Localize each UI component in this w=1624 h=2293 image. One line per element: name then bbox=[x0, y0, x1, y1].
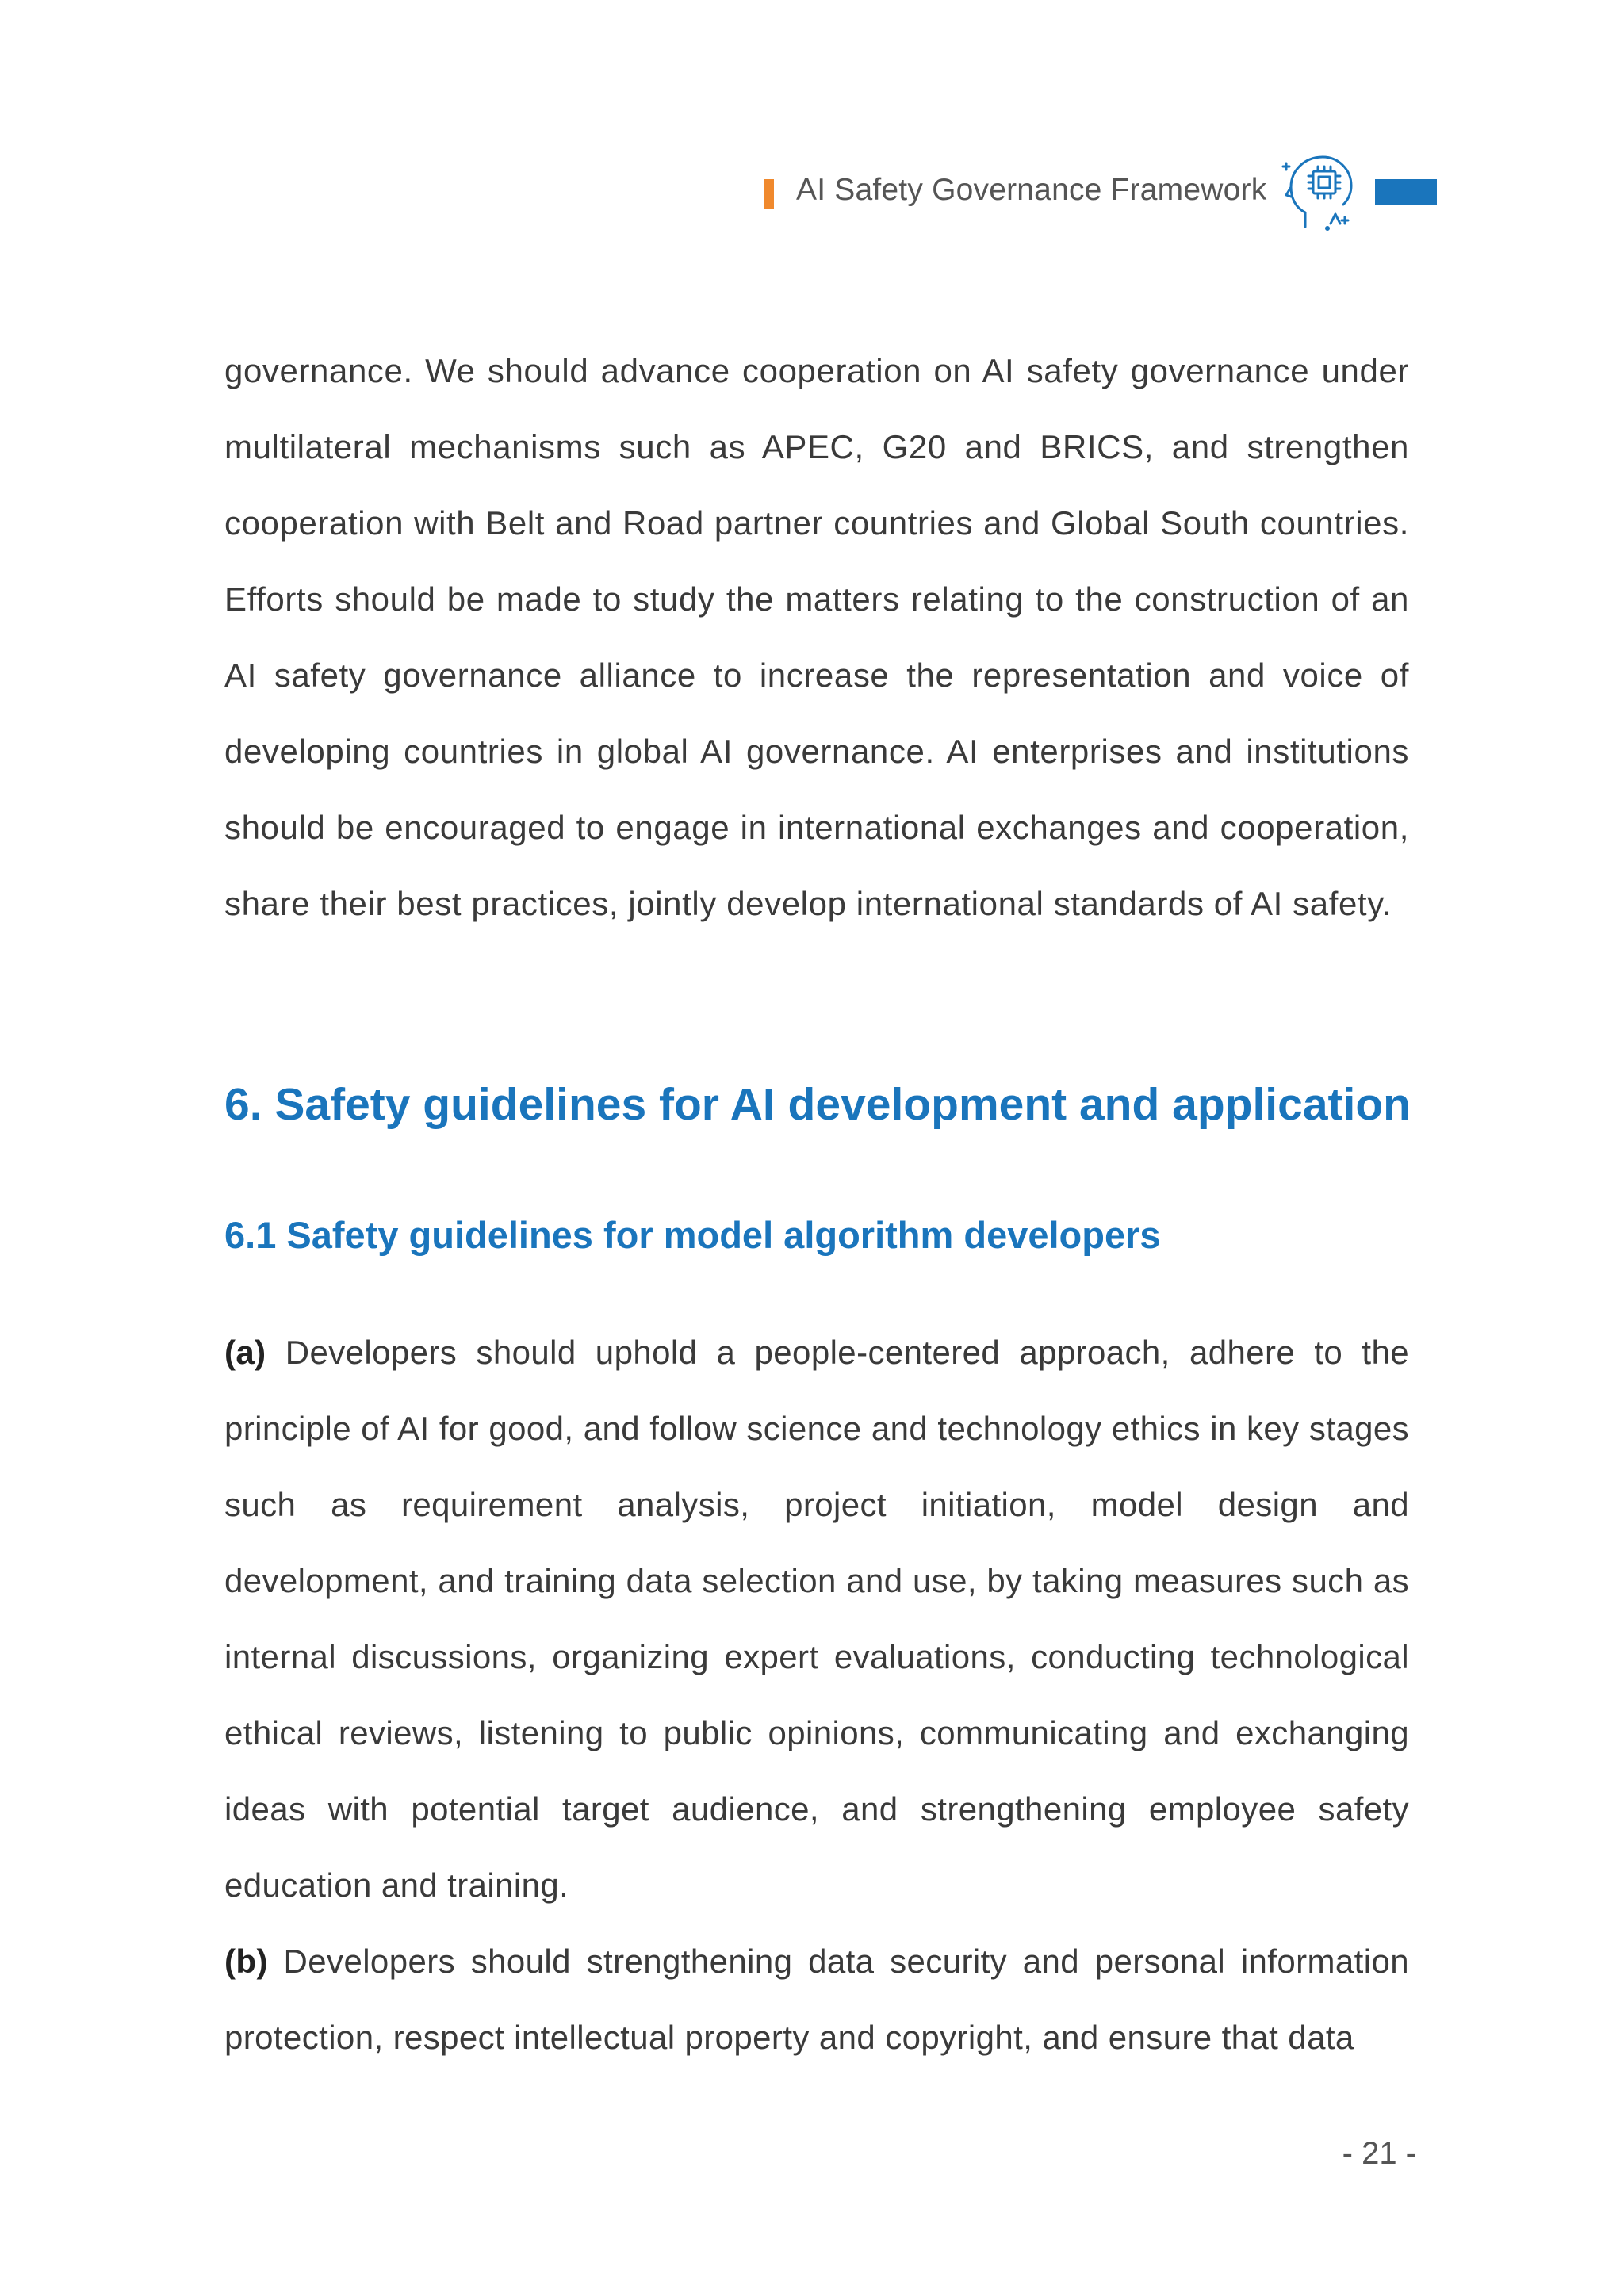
intro-paragraph: governance. We should advance cooperation on AI safety governance under multilateral mechanisms such as APEC, G20 and BRICS, and strengthen cooperation with Belt and Road partner countries and Global South countries. Efforts should be made to study the matters relating to the construction of an AI safety governance alliance to increase the representation and voice of developing countries in global AI governance. AI enterprises and institutions should be encouraged to engage in international exchanges and cooperation, share their best practices, jointly develop international standards of AI safety. bbox=[224, 352, 1409, 922]
item-marker: (b) bbox=[224, 1943, 268, 1980]
intro-section bbox=[224, 333, 1409, 942]
guidelines-list bbox=[224, 1315, 1409, 2076]
section-heading: 6. Safety guidelines for AI development and application bbox=[224, 1079, 1411, 1130]
ai-head-chip-icon bbox=[1281, 151, 1358, 238]
header-title: AI Safety Governance Framework bbox=[796, 173, 1267, 207]
list-item bbox=[224, 1924, 1409, 2076]
header-accent-bar bbox=[764, 179, 774, 209]
subsection-heading: 6.1 Safety guidelines for model algorithm developers bbox=[224, 1214, 1161, 1256]
item-marker: (a) bbox=[224, 1334, 266, 1371]
page-number: - 21 - bbox=[1342, 2136, 1416, 2171]
header-blue-block bbox=[1375, 179, 1437, 205]
running-header bbox=[764, 151, 1446, 238]
list-item bbox=[224, 1315, 1409, 1924]
item-text: Developers should strengthening data security and personal information protection, respect intellectual property and copyright, and ensure that data bbox=[224, 1943, 1409, 2056]
item-text: Developers should uphold a people-centered approach, adhere to the principle of AI for good, and follow science and technology ethics in key stages such as requirement analysis, project initiation, model design and development, and training data selection and use, by taking measures such as internal discussions, organizing expert evaluations, conducting technological ethical reviews, listening to public opinions, communicating and exchanging ideas with potential target audience, and strengthening employee safety education and training. bbox=[224, 1334, 1409, 1904]
